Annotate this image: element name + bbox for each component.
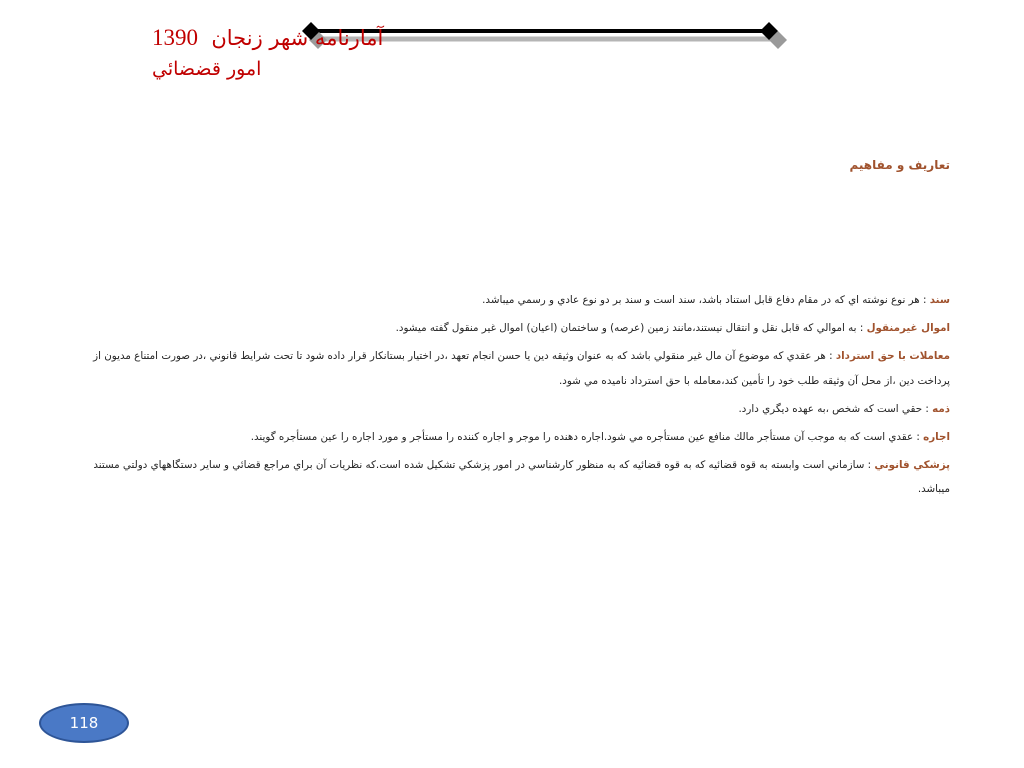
page-number-badge xyxy=(39,703,129,743)
definition-item: پزشكي قانوني : سازماني است وابسته به قوه قضائيه كه به قوه قضائيه كه به منظور كارشناسي در امور پزشكي تشكيل شده است.كه نظريات آن براي مراجع قضائي و ساير دستگاههاي دولتي مستند ميباشد. xyxy=(93,458,950,495)
definition-term: اموال غيرمنقول xyxy=(866,322,950,334)
definition-text: به اموالي كه قابل نقل و انتقال نيستند،مانند زمين (عرصه) و ساختمان (اعيان) اموال غير منقول گفته ميشود. xyxy=(395,322,857,334)
definition-text: حقي است كه شخص ،به عهده ديگري دارد. xyxy=(738,402,923,415)
definition-text: هر نوع نوشته اي كه در مقام دفاع قابل استناد باشد، سند است و سند بر دو نوع عادي و رسمي ميباشد. xyxy=(482,294,920,306)
definition-text: عقدي است كه به موجب آن مستأجر مالك منافع عين مستأجره مي شود.اجاره دهنده را موجر و اجاره كننده را مستأجر و مورد اجاره را عين مستأجره گويند. xyxy=(250,430,914,443)
definitions-list xyxy=(76,288,950,505)
definition-item: اموال غيرمنقول : به اموالي كه قابل نقل و انتقال نيستند،مانند زمين (عرصه) و ساختمان (اعيان) اموال غير منقول گفته ميشود. xyxy=(395,322,950,334)
definition-term: پزشكي قانوني xyxy=(874,458,950,471)
definition-term: اجاره xyxy=(923,430,950,443)
definition-term: معاملات با حق استرداد xyxy=(835,350,950,362)
report-title-text: آمارنامه شهر زنجان xyxy=(211,26,384,50)
definition-term: سند xyxy=(929,294,950,306)
page-number: 118 xyxy=(69,714,99,732)
definition-item: اجاره : عقدي است كه به موجب آن مستأجر مالك منافع عين مستأجره مي شود.اجاره دهنده را موجر و اجاره كننده را مستأجر و مورد اجاره را عين مستأجره گويند. xyxy=(250,430,950,443)
definition-item: ذمه : حقي است كه شخص ،به عهده ديگري دارد. xyxy=(738,402,950,415)
definition-text: سازماني است وابسته به قوه قضائيه كه به قوه قضائيه كه به منظور كارشناسي در امور پزشكي تشكيل شده است.كه نظريات آن براي مراجع قضائي و ساير دستگاههاي دولتي مستند ميباشد. xyxy=(93,458,950,495)
definition-item: معاملات با حق استرداد : هر عقدي كه موضوع آن مال غير منقولي باشد كه به عنوان وثيقه دين يا حسن انجام تعهد ،در اختيار بستانكار قرار داده شود تا تحت شرايط قانوني ،در صورت امتناع مديون از پرداخت دين ،از محل آن وثيقه طلب خود را تأمين كند،معامله با حق استرداد ناميده مي شود. xyxy=(93,350,950,387)
definition-text: هر عقدي كه موضوع آن مال غير منقولي باشد كه به عنوان وثيقه دين يا حسن انجام تعهد ،در اختيار بستانكار قرار داده شود تا تحت شرايط قانوني ،در صورت امتناع مديون از پرداخت دين ،از محل آن وثيقه طلب خود را تأمين كند،معامله با حق استرداد ناميده مي شود. xyxy=(93,350,950,387)
report-year: 1390 xyxy=(152,25,198,50)
section-title: تعاريف و مفاهيم xyxy=(849,158,950,172)
report-subtitle: امور قضضائي xyxy=(152,58,262,80)
definition-item: سند : هر نوع نوشته اي كه در مقام دفاع قابل استناد باشد، سند است و سند بر دو نوع عادي و رسمي ميباشد. xyxy=(482,294,950,306)
definition-term: ذمه xyxy=(932,402,950,415)
report-title xyxy=(152,24,383,52)
